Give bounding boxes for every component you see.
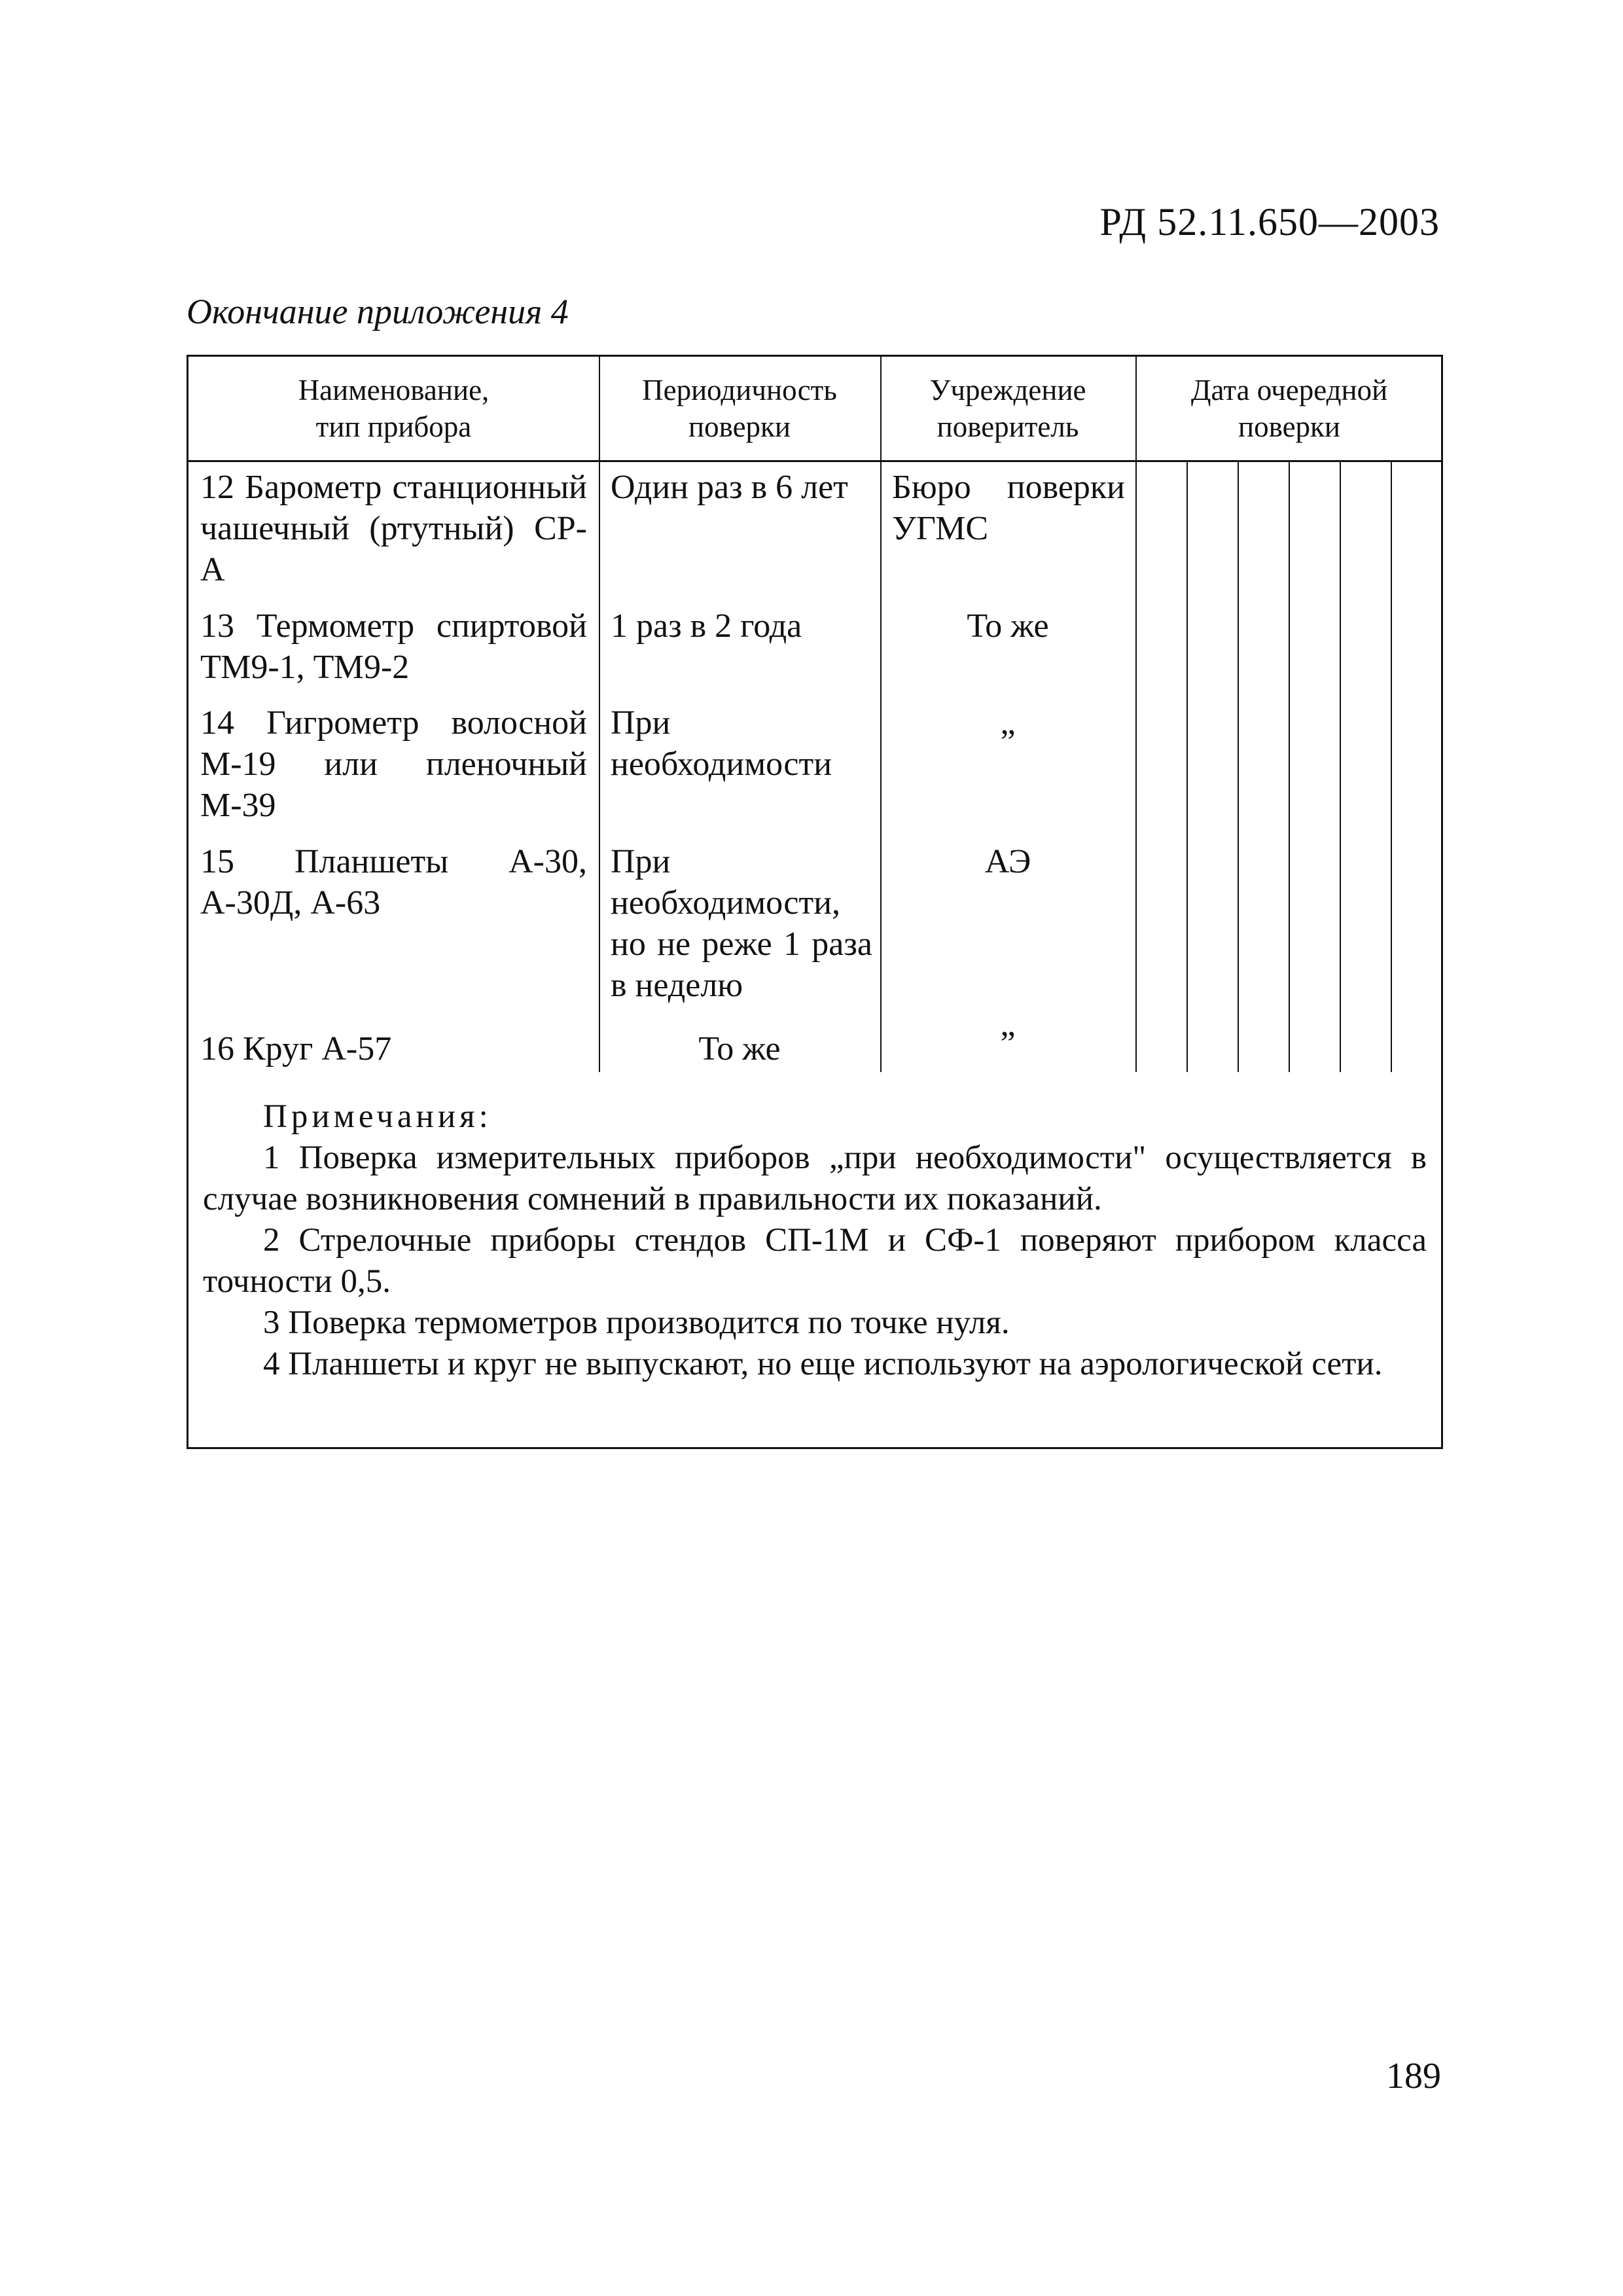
column-header-periodicity: Периодичность поверки (642, 374, 837, 443)
date-subcolumn-divider (1391, 460, 1392, 1072)
row-13-periodicity: 1 раз в 2 года (611, 607, 802, 645)
row-15-name: 15 Планшеты А-30, А-30Д, А-63 (200, 843, 587, 922)
column-header-institution: Учреждение поверитель (929, 374, 1086, 443)
document-code: РД 52.11.650—2003 (1099, 200, 1440, 243)
header-divider (188, 460, 1441, 462)
column-divider (1135, 357, 1137, 1072)
note-item: 2 Стрелочные приборы стендов СП-1М и СФ-1 поверяют прибором класса точности 0,5. (203, 1222, 1427, 1300)
row-16-periodicity: То же (698, 1030, 781, 1067)
column-divider (599, 357, 600, 1072)
row-16-name: 16 Круг А-57 (200, 1030, 392, 1067)
date-subcolumn-divider (1340, 460, 1341, 1072)
date-subcolumn-divider (1238, 460, 1239, 1072)
row-13-name: 13 Термометр спиртовой ТМ9-1, ТМ9-2 (200, 607, 587, 686)
note-item: 4 Планшеты и круг не выпускают, но еще используют на аэрологической сети. (263, 1346, 1383, 1382)
note-item: 3 Поверка термометров производится по точке нуля. (263, 1304, 1010, 1341)
column-header-name: Наименование, тип прибора (298, 374, 490, 443)
row-15-periodicity: При необходимости, но не реже 1 раза в неделю (611, 843, 872, 1004)
note-item: 1 Поверка измерительных приборов „при необходимости" осуществляется в случае возникновения сомнений в правильности их показаний. (203, 1139, 1427, 1217)
row-13-institution: То же (967, 607, 1049, 645)
date-subcolumn-divider (1289, 460, 1290, 1072)
notes-block (203, 1096, 1427, 1385)
date-subcolumn-divider (1186, 460, 1188, 1072)
row-14-periodicity: При необходимости (611, 704, 832, 783)
instrument-table (187, 355, 1443, 1449)
row-12-periodicity: Один раз в 6 лет (611, 469, 848, 506)
column-header-next-date: Дата очередной поверки (1190, 374, 1388, 443)
row-15-institution: АЭ (984, 843, 1031, 880)
row-12-name: 12 Барометр станционный чашечный (ртутный) СР-А (200, 469, 587, 588)
row-14-institution: „ (1000, 704, 1016, 742)
appendix-title: Окончание приложения 4 (187, 292, 569, 331)
notes-heading: Примечания: (263, 1098, 492, 1135)
page-number: 189 (1386, 2056, 1441, 2096)
row-12-institution: Бюро поверки УГМС (892, 469, 1125, 547)
row-16-institution: ” (1000, 1025, 1016, 1062)
row-14-name: 14 Гигрометр волосной М-19 или пленочный М-39 (200, 704, 587, 824)
